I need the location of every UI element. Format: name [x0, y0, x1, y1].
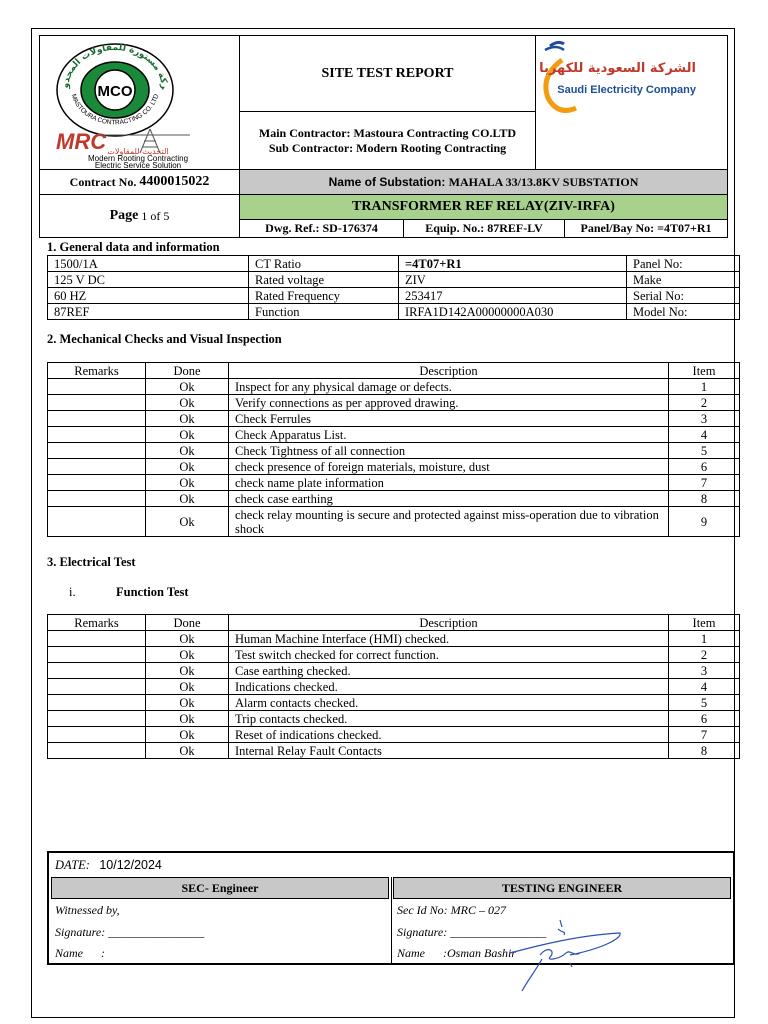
- report-title-cell: [239, 35, 536, 112]
- item-cell: 7: [669, 475, 740, 491]
- item-cell: 3: [669, 411, 740, 427]
- general-row: [48, 272, 740, 288]
- description-cell: Case earthing checked.: [229, 663, 669, 679]
- sec-engineer-title: SEC- Engineer: [181, 880, 259, 895]
- sec-arabic: الشركة السعودية للكهرباء: [540, 61, 696, 76]
- description-cell: Human Machine Interface (HMI) checked.: [229, 631, 669, 647]
- table-row: [48, 663, 740, 679]
- done-cell: Ok: [146, 695, 229, 711]
- description-cell: Reset of indications checked.: [229, 727, 669, 743]
- testing-signature-line: Signature: ________________: [397, 925, 547, 939]
- item-cell: 9: [669, 507, 740, 537]
- description-cell: Check Tightness of all connection: [229, 443, 669, 459]
- mrc-arabic: التحديث للمقاولات: [107, 147, 169, 156]
- substation-cell: [239, 169, 728, 195]
- description-cell: Internal Relay Fault Contacts: [229, 743, 669, 759]
- done-cell: Ok: [146, 507, 229, 537]
- general-value: 125 V DC: [48, 272, 249, 288]
- general-label: Serial No:: [627, 288, 740, 304]
- mrc-line-2: Electric Service Solution: [94, 161, 182, 169]
- sec-logo: [540, 36, 726, 116]
- item-cell: 5: [669, 695, 740, 711]
- report-title: SITE TEST REPORT: [321, 65, 454, 81]
- main-contractor: Main Contractor: Mastoura Contracting CO.LTD: [258, 125, 517, 140]
- mrc-line-1: Modern Rooting Contracting: [87, 154, 189, 163]
- description-cell: check name plate information: [229, 475, 669, 491]
- sec-id-line: Sec Id No: MRC – 027: [397, 903, 506, 917]
- table-row: [48, 395, 740, 411]
- item-cell: 1: [669, 379, 740, 395]
- done-cell: Ok: [146, 459, 229, 475]
- page-cell: [39, 194, 240, 238]
- description-cell: Verify connections as per approved drawing.: [229, 395, 669, 411]
- table-row: [48, 695, 740, 711]
- done-cell: Ok: [146, 427, 229, 443]
- general-label: Rated Frequency: [249, 288, 399, 304]
- mastoura-logo: [50, 38, 180, 138]
- signoff-divider: [391, 877, 392, 963]
- general-value: 87REF: [48, 304, 249, 320]
- column-header-remarks: Remarks: [48, 363, 146, 379]
- remarks-cell: [48, 679, 146, 695]
- equipment-title: TRANSFORMER REF RELAY(ZIV-IRFA): [352, 199, 615, 214]
- testing-engineer-title: TESTING ENGINEER: [501, 880, 623, 895]
- done-cell: Ok: [146, 395, 229, 411]
- sec-signature-line: Signature: ________________: [55, 925, 205, 939]
- done-cell: Ok: [146, 443, 229, 459]
- table-row: [48, 743, 740, 759]
- item-cell: 2: [669, 647, 740, 663]
- remarks-cell: [48, 663, 146, 679]
- remarks-cell: [48, 475, 146, 491]
- item-cell: 4: [669, 679, 740, 695]
- contract-cell: [39, 169, 240, 195]
- panel-bay-cell: [564, 219, 728, 238]
- done-cell: Ok: [146, 475, 229, 491]
- general-label: CT Ratio: [249, 256, 399, 272]
- table-row: [48, 711, 740, 727]
- function-header-row: [48, 615, 740, 631]
- column-header-done: Done: [146, 363, 229, 379]
- item-cell: 6: [669, 711, 740, 727]
- dwg-ref: Dwg. Ref.: SD-176374: [265, 221, 378, 235]
- table-row: [48, 491, 740, 507]
- general-table: [47, 255, 740, 320]
- item-cell: 1: [669, 631, 740, 647]
- remarks-cell: [48, 443, 146, 459]
- table-row: [48, 459, 740, 475]
- mechanical-heading: 2. Mechanical Checks and Visual Inspection: [47, 332, 282, 346]
- general-value: =4T07+R1: [399, 256, 627, 272]
- item-cell: 2: [669, 395, 740, 411]
- table-row: [48, 427, 740, 443]
- table-row: [48, 379, 740, 395]
- mrc-mark: MRC: [56, 129, 107, 154]
- remarks-cell: [48, 427, 146, 443]
- column-header-remarks: Remarks: [48, 615, 146, 631]
- equip-no-cell: [403, 219, 565, 238]
- contractors-cell: [239, 111, 536, 170]
- contract-no: 4400015022: [139, 174, 210, 189]
- mastoura-arabic: ركة مستورة للمقاولات المحدو: [60, 42, 170, 90]
- date-label: DATE:: [55, 858, 90, 872]
- handwritten-signature: [500, 915, 630, 995]
- table-row: [48, 727, 740, 743]
- table-row: [48, 475, 740, 491]
- general-value: 253417: [399, 288, 627, 304]
- date-value: 10/12/2024: [99, 858, 162, 872]
- general-label: Rated voltage: [249, 272, 399, 288]
- description-cell: Check Apparatus List.: [229, 427, 669, 443]
- contract-label: Contract No.: [69, 174, 137, 189]
- remarks-cell: [48, 379, 146, 395]
- item-cell: 8: [669, 743, 740, 759]
- general-label: Make: [627, 272, 740, 288]
- remarks-cell: [48, 727, 146, 743]
- testing-engineer-header: [393, 877, 731, 899]
- description-cell: Indications checked.: [229, 679, 669, 695]
- general-row: [48, 304, 740, 320]
- sec-english: Saudi Electricity Company: [557, 84, 696, 96]
- equip-no: Equip. No.: 87REF-LV: [425, 221, 543, 235]
- table-row: [48, 411, 740, 427]
- description-cell: check presence of foreign materials, moisture, dust: [229, 459, 669, 475]
- done-cell: Ok: [146, 679, 229, 695]
- done-cell: Ok: [146, 647, 229, 663]
- remarks-cell: [48, 459, 146, 475]
- witnessed-by: Witnessed by,: [55, 903, 120, 917]
- remarks-cell: [48, 743, 146, 759]
- table-row: [48, 443, 740, 459]
- remarks-cell: [48, 507, 146, 537]
- general-value: 1500/1A: [48, 256, 249, 272]
- electrical-heading: 3. Electrical Test: [47, 555, 136, 569]
- substation-label: Name of Substation:: [328, 175, 446, 189]
- table-row: [48, 507, 740, 537]
- dwg-ref-cell: [239, 219, 404, 238]
- description-cell: check relay mounting is secure and protected against miss-operation due to vibration shock: [229, 507, 669, 537]
- description-cell: check case earthing: [229, 491, 669, 507]
- sec-name-line: Name :: [55, 946, 105, 960]
- column-header-description: Description: [229, 363, 669, 379]
- general-label: Function: [249, 304, 399, 320]
- item-cell: 4: [669, 427, 740, 443]
- column-header-item: Item: [669, 615, 740, 631]
- remarks-cell: [48, 695, 146, 711]
- item-cell: 3: [669, 663, 740, 679]
- mechanical-table: [47, 362, 740, 537]
- item-cell: 5: [669, 443, 740, 459]
- done-cell: Ok: [146, 379, 229, 395]
- page-label: Page: [109, 208, 139, 223]
- general-value: IRFA1D142A00000000A030: [399, 304, 627, 320]
- done-cell: Ok: [146, 727, 229, 743]
- done-cell: Ok: [146, 491, 229, 507]
- page-value: 1 of 5: [141, 208, 170, 223]
- item-cell: 8: [669, 491, 740, 507]
- remarks-cell: [48, 395, 146, 411]
- general-row: [48, 288, 740, 304]
- testing-name-line: Name :Osman Bashir: [397, 946, 516, 960]
- done-cell: Ok: [146, 663, 229, 679]
- description-cell: Trip contacts checked.: [229, 711, 669, 727]
- done-cell: Ok: [146, 711, 229, 727]
- mrc-logo: [40, 127, 236, 169]
- general-row: [48, 256, 740, 272]
- function-test-number: i.: [69, 585, 76, 599]
- function-test-heading: Function Test: [116, 585, 189, 599]
- done-cell: Ok: [146, 631, 229, 647]
- mastoura-english: MASTOURA CONTRACTING CO. LTD: [69, 93, 161, 127]
- general-value: ZIV: [399, 272, 627, 288]
- column-header-done: Done: [146, 615, 229, 631]
- function-test-table: [47, 614, 740, 759]
- general-value: 60 HZ: [48, 288, 249, 304]
- description-cell: Test switch checked for correct function.: [229, 647, 669, 663]
- sub-contractor: Sub Contractor: Modern Rooting Contracting: [268, 140, 507, 155]
- signoff-box: [47, 851, 735, 965]
- remarks-cell: [48, 711, 146, 727]
- item-cell: 7: [669, 727, 740, 743]
- column-header-item: Item: [669, 363, 740, 379]
- substation-name: MAHALA 33/13.8KV SUBSTATION: [448, 174, 639, 189]
- general-heading: 1. General data and information: [47, 240, 220, 254]
- remarks-cell: [48, 631, 146, 647]
- item-cell: 6: [669, 459, 740, 475]
- mechanical-header-row: [48, 363, 740, 379]
- date-row: [55, 858, 162, 873]
- general-label: Model No:: [627, 304, 740, 320]
- equipment-title-cell: [239, 194, 728, 220]
- general-label: Panel No:: [627, 256, 740, 272]
- column-header-description: Description: [229, 615, 669, 631]
- panel-bay: Panel/Bay No: =4T07+R1: [580, 221, 712, 235]
- remarks-cell: [48, 411, 146, 427]
- description-cell: Inspect for any physical damage or defects.: [229, 379, 669, 395]
- table-row: [48, 647, 740, 663]
- description-cell: Check Ferrules: [229, 411, 669, 427]
- done-cell: Ok: [146, 411, 229, 427]
- table-row: [48, 631, 740, 647]
- remarks-cell: [48, 647, 146, 663]
- done-cell: Ok: [146, 743, 229, 759]
- remarks-cell: [48, 491, 146, 507]
- sec-engineer-header: [51, 877, 389, 899]
- mastoura-mark: MCO: [97, 83, 133, 100]
- table-row: [48, 679, 740, 695]
- description-cell: Alarm contacts checked.: [229, 695, 669, 711]
